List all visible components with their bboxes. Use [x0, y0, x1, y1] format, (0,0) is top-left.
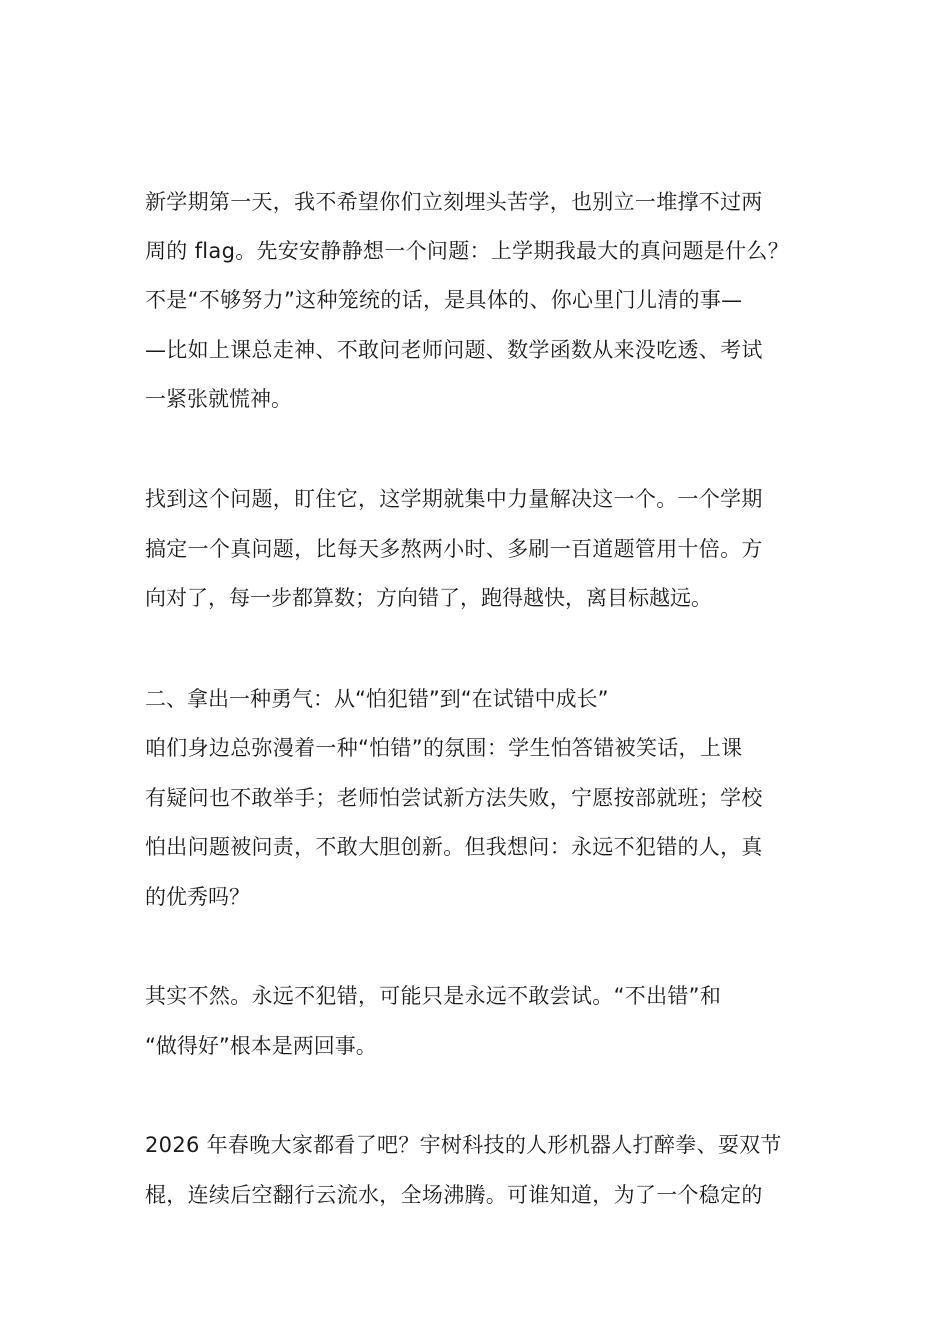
text-line: 不是“不够努力”这种笼统的话，是具体的、你心里门儿清的事—: [145, 288, 743, 312]
text-line: —比如上课总走神、不敢问老师问题、数学函数从来没吃透、考试: [145, 338, 763, 362]
text-line: 找到这个问题，盯住它，这学期就集中力量解决这一个。一个学期: [145, 487, 763, 511]
text-line: 其实不然。永远不犯错，可能只是永远不敢尝试。“不出错”和: [145, 984, 722, 1008]
text-line: 有疑问也不敢举手；老师怕尝试新方法失败，宁愿按部就班；学校: [145, 786, 763, 810]
text-line: 向对了，每一步都算数；方向错了，跑得越快，离目标越远。: [145, 586, 712, 610]
text-line: 搞定一个真问题，比每天多熬两小时、多刷一百道题管用十倍。方: [145, 537, 763, 561]
text-line: 咱们身边总弥漫着一种“怕错”的氛围：学生怕答错被笑话，上课: [145, 736, 743, 760]
text-line: 新学期第一天，我不希望你们立刻埋头苦学，也别立一堆撑不过两: [145, 190, 763, 214]
text-line: 的优秀吗？: [145, 885, 250, 909]
text-line: 2026 年春晚大家都看了吧？宇树科技的人形机器人打醉拳、耍双节: [145, 1133, 782, 1157]
text-line: “做得好”根本是两回事。: [145, 1034, 377, 1058]
text-line: 一紧张就慌神。: [145, 387, 292, 411]
text-line: 怕出问题被问责，不敢大胆创新。但我想问：永远不犯错的人，真: [145, 835, 763, 859]
text-line: 棍，连续后空翻行云流水，全场沸腾。可谁知道，为了一个稳定的: [145, 1183, 763, 1207]
text-line: 周的 flag。先安安静静想一个问题：上学期我最大的真问题是什么？: [145, 239, 789, 263]
section-heading: 二、拿出一种勇气：从“怕犯错”到“在试错中成长”: [145, 687, 609, 711]
